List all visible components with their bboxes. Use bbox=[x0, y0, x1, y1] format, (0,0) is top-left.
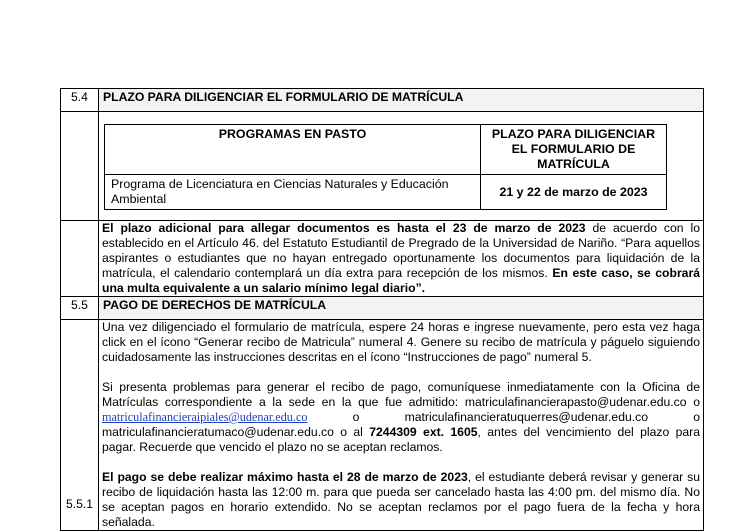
program-name: Programa de Licenciatura en Ciencias Naturales y Educación Ambiental bbox=[105, 175, 481, 210]
section-5-4-header-row bbox=[61, 89, 704, 112]
payment-text: , antes del vencimiento del plazo para pagar. Recuerde que vencido el plazo no se aceptan reclamos. bbox=[102, 425, 700, 454]
payment-paragraph-1: Una vez diligenciado el formulario de matrícula, espere 24 horas e ingrese nuevamente, pero esta vez haga click en el ícono “Generar recibo de Matricula” numeral 4. Genere su recibo de matrícula y páguelo siguiendo cuidadosamente las instrucciones descritas en el ícono “Instrucciones de pago” numeral 5. bbox=[102, 320, 700, 364]
section-number: 5.5 bbox=[61, 297, 99, 320]
payment-instructions-cell bbox=[99, 320, 704, 531]
payment-deadline-text: , el estudiante deberá revisar y generar su recibo de liquidación hasta las 12:00 m. para que pueda ser cancelado hasta las 4:00 pm. del mismo día. No se aceptan pagos en horario extendido. No se aceptan reclamos por el pago fuera de la fecha y hora señalada. bbox=[102, 470, 700, 529]
deadline-column-header: PLAZO PARA DILIGENCIAR EL FORMULARIO DE MATRÍCULA bbox=[481, 125, 667, 175]
programs-column-header: PROGRAMAS EN PASTO bbox=[105, 125, 481, 175]
section-number: 5.4 bbox=[61, 89, 99, 112]
section-5-4-table-row bbox=[61, 112, 704, 221]
empty-number-cell bbox=[61, 221, 99, 297]
payment-text: Si presenta problemas para generar el recibo de pago, comuníquese inmediatamente con la Oficina de Matrículas correspondiente a la sede en la que fue admitido: matriculafinancierapasto@udenar.edu.co o bbox=[102, 380, 700, 409]
ipiales-email-link[interactable]: matriculafinancieraipiales@udenar.edu.co bbox=[102, 410, 308, 424]
section-title: PLAZO PARA DILIGENCIAR EL FORMULARIO DE MATRÍCULA bbox=[99, 89, 704, 112]
section-5-4-note-row bbox=[61, 221, 704, 297]
programs-cell bbox=[99, 112, 704, 221]
additional-deadline-note bbox=[99, 221, 704, 297]
program-deadline: 21 y 22 de marzo de 2023 bbox=[481, 175, 667, 210]
empty-number-cell bbox=[61, 112, 99, 221]
programs-header-row bbox=[105, 125, 667, 175]
section-number: 5.5.1 bbox=[61, 320, 99, 531]
phone-number: 7244309 ext. 1605 bbox=[369, 425, 478, 439]
note-text: de acuerdo con lo establecido en el Artículo 46. del Estatuto Estudiantil de Pregrado de la Universidad de Nariño. “Para aquellos aspirantes o estudiantes que no hayan entregado oportunamente los documentos para liquidación de la matrícula, el calendario contemplará un día extra para recepción de los mismos. bbox=[102, 221, 700, 280]
programs-table bbox=[104, 124, 667, 210]
payment-paragraph-2 bbox=[102, 380, 700, 455]
section-5-5-1-row bbox=[61, 320, 704, 531]
program-row bbox=[105, 175, 667, 210]
payment-deadline-bold: El pago se debe realizar máximo hasta el 28 de marzo de 2023 bbox=[102, 470, 468, 484]
calendar-table bbox=[60, 88, 704, 531]
note-bold-deadline: El plazo adicional para allegar documentos es hasta el 23 de marzo de 2023 bbox=[102, 221, 586, 235]
section-title: PAGO DE DERECHOS DE MATRÍCULA bbox=[99, 297, 704, 320]
section-5-5-header-row bbox=[61, 297, 704, 320]
note-bold-fine: En este caso, se cobrará una multa equivalente a un salario mínimo legal diario”. bbox=[102, 266, 700, 295]
payment-paragraph-3 bbox=[102, 470, 700, 530]
payment-text: o matriculafinancieratuquerres@udenar.edu.co o matriculafinancieratumaco@udenar.edu.co o al bbox=[102, 410, 700, 439]
